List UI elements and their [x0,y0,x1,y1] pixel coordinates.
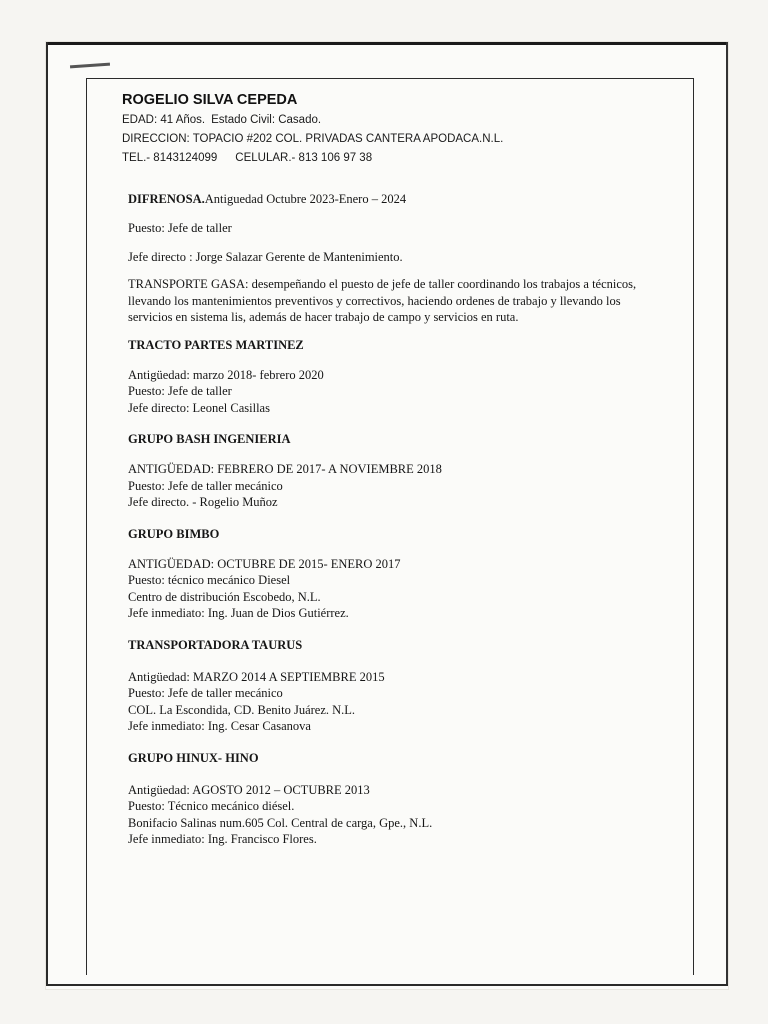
age-text: EDAD: 41 Años. [122,114,206,126]
entry-line: ANTIGÜEDAD: FEBRERO DE 2017- A NOVIEMBRE 2018 [128,462,442,476]
entry-line: Jefe directo: Leonel Casillas [128,400,270,415]
entry-line: ANTIGÜEDAD: OCTUBRE DE 2015- ENERO 2017 [128,556,401,571]
experience-entry [128,751,668,848]
experience-entry [128,338,668,417]
age-marital-line [122,111,503,130]
entry-line: Puesto: técnico mecánico Diesel [128,573,291,587]
transporte-gasa-paragraph: TRANSPORTE GASA: desempeñando el puesto de jefe de taller coordinando los trabajos a técnicos, llevando los mantenimientos preventivos y correctivos, haciendo ordenes de trabajo y llevando los servicios en sistema lis, además de hacer trabajo de campo y servicios en ruta. [128,277,637,324]
entry-line: Jefe inmediato: Ing. Cesar Casanova [128,719,311,733]
phone-text: TEL.- 8143124099 [122,152,218,164]
company-title: TRACTO PARTES MARTINEZ [128,337,304,352]
difrenosa-antiguedad: Antiguedad Octubre 2023-Enero – 2024 [204,192,407,206]
experience-entry [128,527,668,622]
resume-header [122,92,503,168]
difrenosa-company: DIFRENOSA. [128,192,205,206]
difrenosa-puesto: Puesto: Jefe de taller [128,221,232,235]
applicant-name: ROGELIO SILVA CEPEDA [122,92,298,108]
entry-line: Centro de distribución Escobedo, N.L. [128,589,321,604]
difrenosa-heading [128,191,668,208]
company-title: GRUPO BASH INGENIERIA [128,432,291,446]
entry-line: Puesto: Jefe de taller mecánico [128,478,283,493]
company-title: GRUPO HINUX- HINO [128,750,259,765]
company-title: GRUPO BIMBO [128,526,220,541]
entry-line: Bonifacio Salinas num.605 Col. Central de carga, Gpe., N.L. [128,815,433,830]
entry-line: Jefe inmediato: Ing. Francisco Flores. [128,832,317,846]
paper-edge-right [726,42,728,986]
difrenosa-jefe: Jefe directo : Jorge Salazar Gerente de Mantenimiento. [128,250,403,264]
entry-line: Jefe directo. - Rogelio Muñoz [128,495,278,509]
entry-line: Puesto: Jefe de taller [128,384,232,398]
experience-entry [128,432,668,511]
phone-line [122,149,503,168]
resume-body [128,191,668,848]
entry-line: Puesto: Jefe de taller mecánico [128,686,283,700]
paper-edge-bottom [46,984,728,986]
entry-line: Antigüedad: MARZO 2014 A SEPTIEMBRE 2015 [128,669,385,684]
company-title: TRANSPORTADORA TAURUS [128,637,303,652]
entry-line: Jefe inmediato: Ing. Juan de Dios Gutiérrez. [128,606,349,620]
cellphone-text: CELULAR.- 813 106 97 38 [235,152,373,164]
entry-line: Antigüedad: marzo 2018- febrero 2020 [128,367,324,382]
entry-line: COL. La Escondida, CD. Benito Juárez. N.L. [128,702,356,717]
entry-line: Puesto: Técnico mecánico diésel. [128,799,295,813]
address-text: DIRECCION: TOPACIO #202 COL. PRIVADAS CANTERA APODACA.N.L. [122,133,504,145]
marital-status-text: Estado Civil: Casado. [211,114,322,126]
paper-edge-left [46,42,48,986]
entry-line: Antigüedad: AGOSTO 2012 – OCTUBRE 2013 [128,782,370,797]
experience-entry [128,638,668,735]
